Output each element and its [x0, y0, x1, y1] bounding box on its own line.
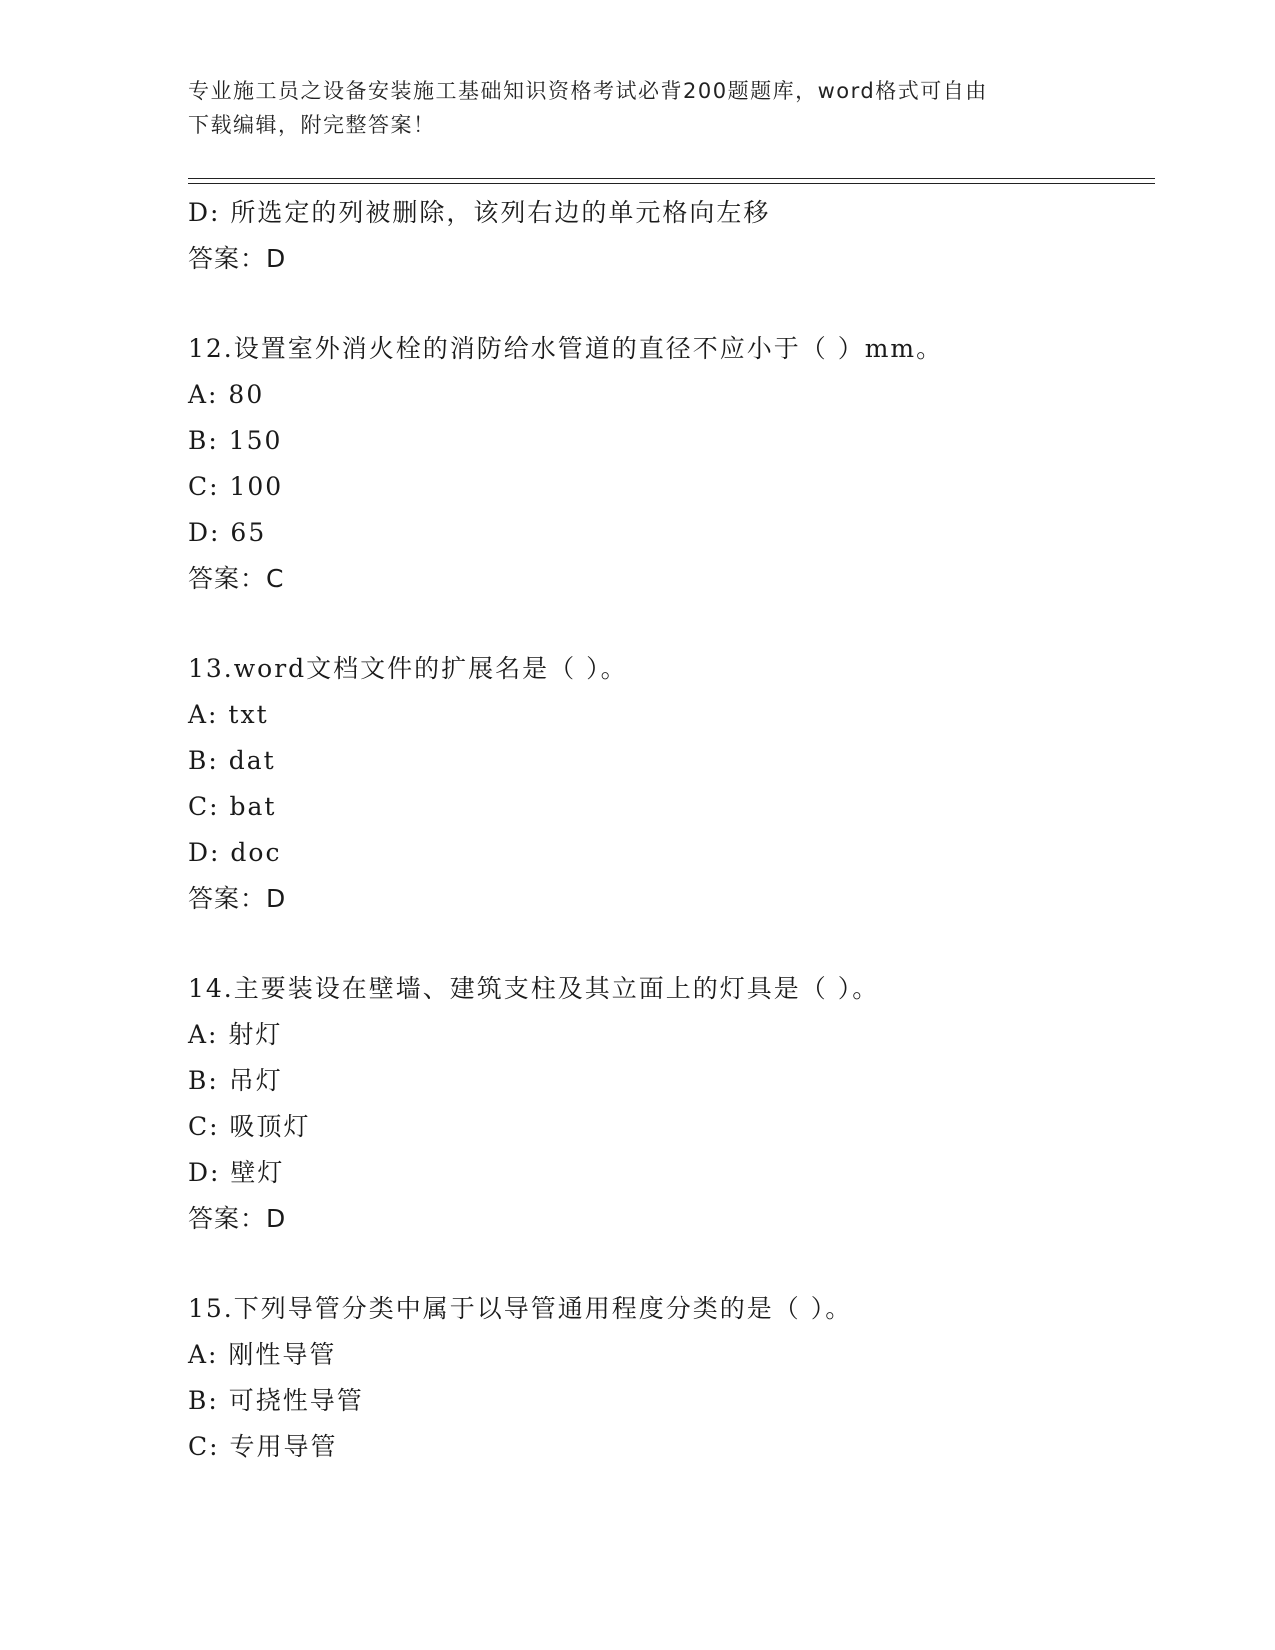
answer-line: 答案：D — [188, 884, 287, 913]
option-a: A: 80 — [188, 380, 265, 409]
answer-line: 答案：D — [188, 244, 287, 273]
option-d: D: 壁灯 — [188, 1158, 285, 1187]
option-c: C: bat — [188, 792, 277, 821]
answer-line: 答案：C — [188, 564, 285, 593]
previous-question-tail — [188, 190, 1148, 282]
question-13 — [188, 646, 1148, 922]
option-a: A: 射灯 — [188, 1020, 283, 1049]
option-c: C: 专用导管 — [188, 1432, 338, 1461]
question-stem: 13.word文档文件的扩展名是（ ）。 — [188, 654, 628, 683]
question-12 — [188, 326, 1148, 602]
option-a: A: txt — [188, 700, 269, 729]
document-header — [188, 74, 1088, 142]
option-d: D: 65 — [188, 518, 267, 547]
option-b: B: 150 — [188, 426, 283, 455]
option-d: D: 所选定的列被删除，该列右边的单元格向左移 — [188, 198, 771, 227]
header-divider-bottom — [188, 183, 1155, 184]
option-b: B: 吊灯 — [188, 1066, 283, 1095]
question-stem: 12.设置室外消火栓的消防给水管道的直径不应小于（ ）mm。 — [188, 334, 944, 363]
header-line-2: 下载编辑，附完整答案！ — [188, 113, 436, 137]
question-list — [188, 190, 1148, 1470]
question-14 — [188, 966, 1148, 1242]
option-d: D: doc — [188, 838, 282, 867]
question-15 — [188, 1286, 1148, 1470]
option-a: A: 刚性导管 — [188, 1340, 337, 1369]
option-b: B: dat — [188, 746, 276, 775]
header-line-1: 专业施工员之设备安装施工基础知识资格考试必背200题题库，word格式可自由 — [188, 79, 988, 103]
answer-line: 答案：D — [188, 1204, 287, 1233]
question-stem: 14.主要装设在壁墙、建筑支柱及其立面上的灯具是（ ）。 — [188, 974, 880, 1003]
header-divider-top — [188, 178, 1155, 179]
option-c: C: 100 — [188, 472, 284, 501]
question-stem: 15.下列导管分类中属于以导管通用程度分类的是（ ）。 — [188, 1294, 853, 1323]
option-c: C: 吸顶灯 — [188, 1112, 311, 1141]
option-b: B: 可挠性导管 — [188, 1386, 364, 1415]
